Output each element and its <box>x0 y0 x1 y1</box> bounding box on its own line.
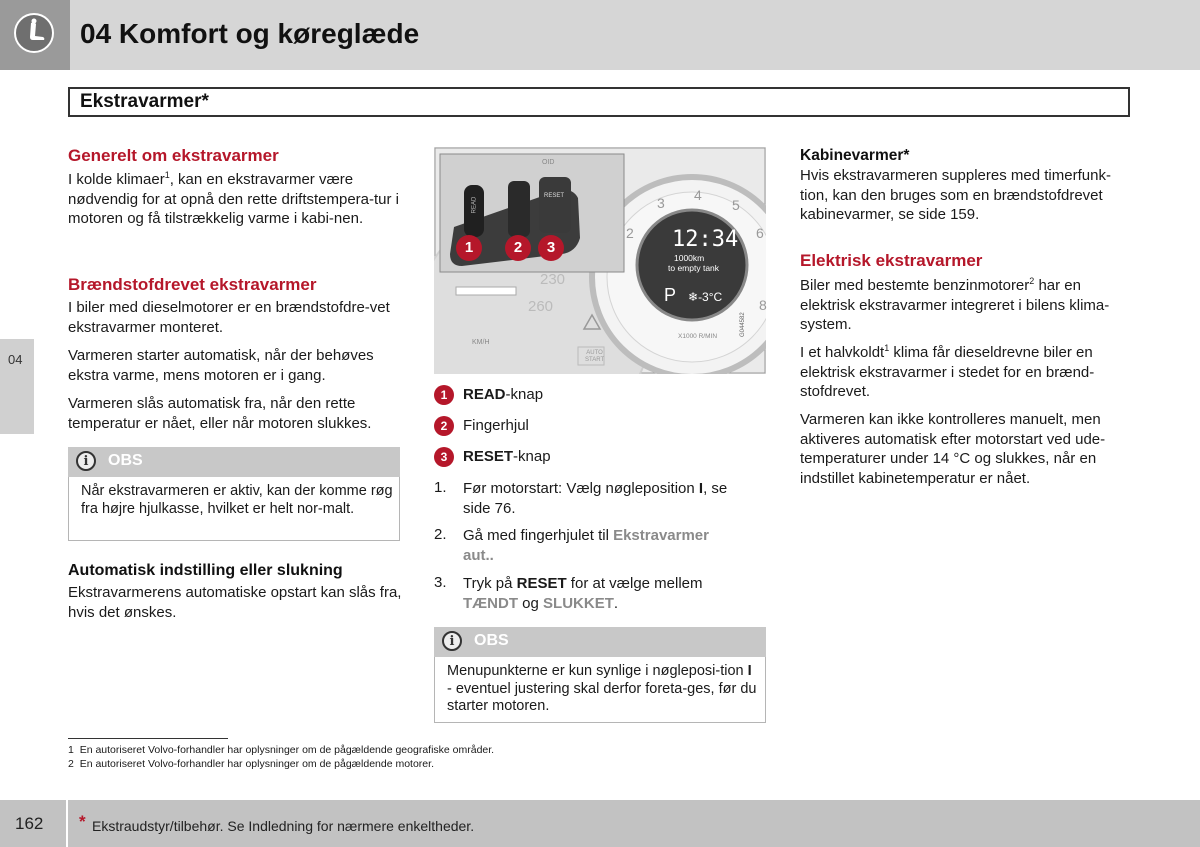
stalk-oid-label: OID <box>542 159 555 166</box>
rpm-tick-3: 3 <box>657 195 665 211</box>
legend-badge-1: 1 <box>434 385 454 405</box>
step-1-number: 1. <box>434 479 447 496</box>
paragraph-cabin-heater: Hvis ekstravarmeren suppleres med timerfunk-tion, kan den bruges som en brændstofdrevet kabinevarmer, se side 159. <box>800 167 1111 223</box>
speed-tick-260: 260 <box>528 298 554 315</box>
footnote-rule <box>68 738 228 739</box>
stalk-read-label: READ <box>471 196 478 214</box>
paragraph-electric-3: Varmeren kan ikke kontrolleres manuelt, men aktiveres automatisk efter motorstart ved ude-temperaturer under 14 °C og slukkes, når en indstillet kabinetemperatur er nået. <box>800 411 1106 487</box>
rpm-tick-4: 4 <box>694 187 702 203</box>
obs-note-text-2: Menupunkterne er kun synlige i nøgleposi-tion I - eventuel justering skal derfor foreta-ges, før du starter motoren. <box>447 663 757 714</box>
display-range-label: to empty tank <box>668 263 720 273</box>
footnote-ref-1b: 1 <box>884 343 890 353</box>
paragraph-auto-setting: Ekstravarmerens automatiske opstart kan slås fra, hvis det ønskes. <box>68 584 402 621</box>
paragraph-fuel-3: Varmeren slås automatisk fra, når den rette temperatur er nået, eller når motoren slukkes. <box>68 395 372 432</box>
section-title: Ekstravarmer* <box>80 91 209 112</box>
figure-badge-3: 3 <box>538 235 564 261</box>
rpm-tick-6: 6 <box>756 225 764 241</box>
speed-unit: KM/H <box>472 339 490 346</box>
display-outside-temp: ❄-3°C <box>688 290 723 304</box>
obs-label: OBS <box>108 452 143 469</box>
footer-asterisk: * <box>79 812 86 831</box>
seat-icon <box>14 13 54 53</box>
heading-electric-heater: Elektrisk ekstravarmer <box>800 251 983 270</box>
speed-tick-230: 230 <box>540 271 566 288</box>
display-clock: 12:34 <box>672 227 739 252</box>
footnote-ref-1: 1 <box>164 170 170 180</box>
footer-note: Ekstraudstyr/tilbehør. Se Indledning for nærmere enkeltheder. <box>92 818 475 834</box>
step-2-text: Gå med fingerhjulet til Ekstravarmer aut.. <box>463 527 709 564</box>
obs-note-body <box>68 477 400 541</box>
figure-badge-2: 2 <box>505 235 531 261</box>
heading-fuel-heater: Brændstofdrevet ekstravarmer <box>68 275 317 294</box>
legend-item-read: READ-knap <box>463 386 544 403</box>
chapter-title: 04 Komfort og køreglæde <box>80 18 420 49</box>
paragraph-general: I kolde klimaer$^1$, kan en ekstravarmer være nødvendig for at opnå den rette driftstempera-tur i motoren og få tilstrækkelig varme i kabi-nen. <box>68 170 400 227</box>
info-icon: i <box>76 451 96 471</box>
footnote-2: 2 En autoriseret Volvo-forhandler har oplysninger om de pågældende motorer. <box>68 758 434 770</box>
legend-badge-3: 3 <box>434 447 454 467</box>
legend-badge-2: 2 <box>434 416 454 436</box>
instrument-panel-figure <box>434 147 766 374</box>
image-code: G044582 <box>740 312 746 337</box>
auto-start-indicator: AUTO START <box>585 350 605 363</box>
display-gear: P <box>664 285 677 305</box>
rpm-tick-8: 8 <box>759 297 767 313</box>
obs-note-text: Når ekstravarmeren er aktiv, kan der komme røg fra højre hjulkasse, hvilket er helt nor-malt. <box>81 483 393 517</box>
step-2-number: 2. <box>434 526 447 543</box>
heading-auto-setting: Automatisk indstilling eller slukning <box>68 562 343 579</box>
obs-note-header <box>68 447 400 477</box>
obs-note-body-2 <box>434 657 766 723</box>
figure-badge-1: 1 <box>456 235 482 261</box>
obs-note-header-2 <box>434 627 766 657</box>
legend-item-fingerwheel: Fingerhjul <box>463 417 529 434</box>
footnote-ref-2: 2 <box>1029 276 1035 286</box>
paragraph-electric-2: I et halvkoldt$^1$ klima får dieseldrevne biler en elektrisk ekstravarmer i stedet for en brænd-stofdrevet. <box>800 343 1095 400</box>
stalk-reset-label: RESET <box>544 193 565 199</box>
paragraph-fuel-2: Varmeren starter automatisk, når der behøves ekstra varme, mens motoren er i gang. <box>68 347 374 384</box>
paragraph-fuel-1: I biler med dieselmotorer er en brændstofdre-vet ekstravarmer monteret. <box>68 299 390 336</box>
rpm-tick-5: 5 <box>732 197 740 213</box>
heading-general: Generelt om ekstravarmer <box>68 146 279 165</box>
rpm-tick-2: 2 <box>626 225 634 241</box>
page-number: 162 <box>15 814 44 833</box>
info-icon: i <box>442 631 462 651</box>
chapter-side-tab-label: 04 <box>8 352 23 367</box>
step-3-text: Tryk på RESET for at vælge mellem TÆNDT og SLUKKET. <box>463 575 703 612</box>
rpm-unit: X1000 R/MIN <box>678 333 718 340</box>
step-1-text: Før motorstart: Vælg nøgleposition I, se side 76. <box>463 480 728 517</box>
obs-label-2: OBS <box>474 632 509 649</box>
footnote-1: 1 En autoriseret Volvo-forhandler har oplysninger om de pågældende geografiske områder. <box>68 744 495 756</box>
step-3-number: 3. <box>434 574 447 591</box>
display-range-value: 1000km <box>674 253 705 263</box>
paragraph-electric-1: Biler med bestemte benzinmotorer$^2$ har en elektrisk ekstravarmer integreret i bilens klima-system. <box>800 276 1110 333</box>
legend-item-reset: RESET-knap <box>463 448 551 465</box>
section-title-box <box>68 87 1130 117</box>
heading-cabin-heater: Kabinevarmer* <box>800 147 910 164</box>
